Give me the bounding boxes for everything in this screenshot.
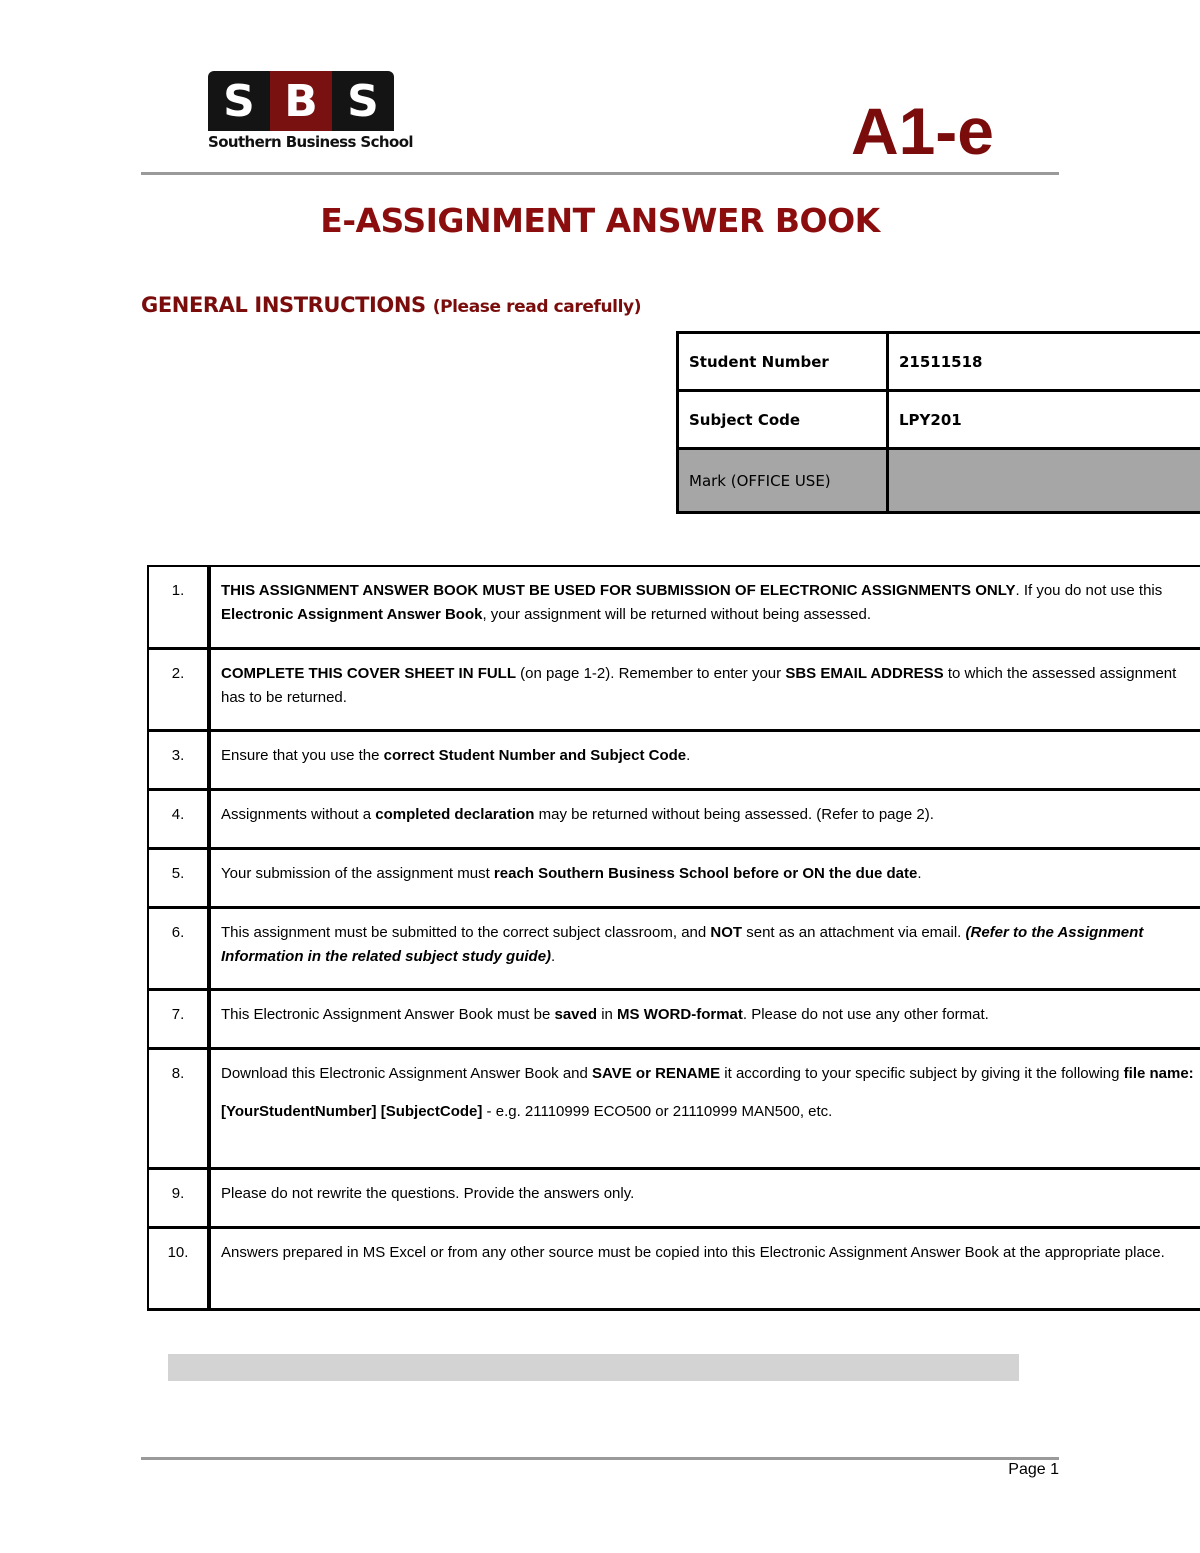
mark-row xyxy=(678,449,1200,513)
instruction-text: Download this Electronic Assignment Answer Book and SAVE or RENAME it according to your specific subject by giving it the following file name: [YourStudentNumber] [SubjectCode] - e.g. 21110999 ECO500 or 21110999 MAN500, etc. xyxy=(209,1048,1200,1168)
mark-label: Mark (OFFICE USE) xyxy=(678,449,888,513)
student-number-value[interactable]: 21511518 xyxy=(888,333,1200,391)
instruction-number: 7. xyxy=(148,989,209,1048)
instruction-text: This assignment must be submitted to the correct subject classroom, and NOT sent as an attachment via email. (Refer to the Assignment Information in the related subject study guide). xyxy=(209,907,1200,989)
subject-code-label: Subject Code xyxy=(678,391,888,449)
student-info-table xyxy=(676,331,1200,514)
logo-letter-s2: S xyxy=(332,71,394,131)
instruction-number: 6. xyxy=(148,907,209,989)
instruction-row xyxy=(148,989,1200,1048)
student-number-row xyxy=(678,333,1200,391)
general-instructions-note: (Please read carefully) xyxy=(432,297,642,317)
page-title: E-ASSIGNMENT ANSWER BOOK xyxy=(320,201,880,240)
footer-divider xyxy=(141,1457,1059,1460)
instruction-row xyxy=(148,907,1200,989)
instruction-number: 8. xyxy=(148,1048,209,1168)
instruction-row xyxy=(148,566,1200,648)
instructions-table xyxy=(147,565,1200,1311)
subject-code-row xyxy=(678,391,1200,449)
instruction-number: 9. xyxy=(148,1168,209,1227)
instruction-text: COMPLETE THIS COVER SHEET IN FULL (on page 1-2). Remember to enter your SBS EMAIL ADDRESS to which the assessed assignment has to be returned. xyxy=(209,648,1200,730)
subject-code-value[interactable]: LPY201 xyxy=(888,391,1200,449)
instruction-row xyxy=(148,1227,1200,1309)
instruction-text: Please do not rewrite the questions. Provide the answers only. xyxy=(209,1168,1200,1227)
instruction-row xyxy=(148,789,1200,848)
instruction-row xyxy=(148,848,1200,907)
logo-letter-b: B xyxy=(270,71,332,131)
page-number: Page 1 xyxy=(1008,1461,1059,1478)
instruction-text: THIS ASSIGNMENT ANSWER BOOK MUST BE USED FOR SUBMISSION OF ELECTRONIC ASSIGNMENTS ONLY. If you do not use this Electronic Assignment Answer Book, your assignment will be returned without being assessed. xyxy=(209,566,1200,648)
instruction-row xyxy=(148,730,1200,789)
instruction-number: 3. xyxy=(148,730,209,789)
logo-letter-s1: S xyxy=(208,71,270,131)
logo-school-name: Southern Business School xyxy=(208,133,413,151)
general-instructions-heading xyxy=(141,293,641,317)
instruction-text: Ensure that you use the correct Student Number and Subject Code. xyxy=(209,730,1200,789)
instruction-row xyxy=(148,1168,1200,1227)
instruction-text: Answers prepared in MS Excel or from any other source must be copied into this Electronic Assignment Answer Book at the appropriate place. xyxy=(209,1227,1200,1309)
instruction-number: 4. xyxy=(148,789,209,848)
instruction-row xyxy=(148,648,1200,730)
sbs-logo xyxy=(208,71,413,155)
student-number-label: Student Number xyxy=(678,333,888,391)
grey-bar xyxy=(168,1354,1019,1381)
instruction-number: 2. xyxy=(148,648,209,730)
header-divider xyxy=(141,172,1059,175)
instruction-row xyxy=(148,1048,1200,1168)
mark-value xyxy=(888,449,1200,513)
instruction-number: 1. xyxy=(148,566,209,648)
instruction-number: 10. xyxy=(148,1227,209,1309)
instruction-text: Assignments without a completed declaration may be returned without being assessed. (Refer to page 2). xyxy=(209,789,1200,848)
instruction-number: 5. xyxy=(148,848,209,907)
general-instructions-title: GENERAL INSTRUCTIONS xyxy=(141,293,426,317)
instruction-text: This Electronic Assignment Answer Book must be saved in MS WORD-format. Please do not use any other format. xyxy=(209,989,1200,1048)
instruction-text: Your submission of the assignment must reach Southern Business School before or ON the due date. xyxy=(209,848,1200,907)
document-code: A1-e xyxy=(850,94,994,168)
